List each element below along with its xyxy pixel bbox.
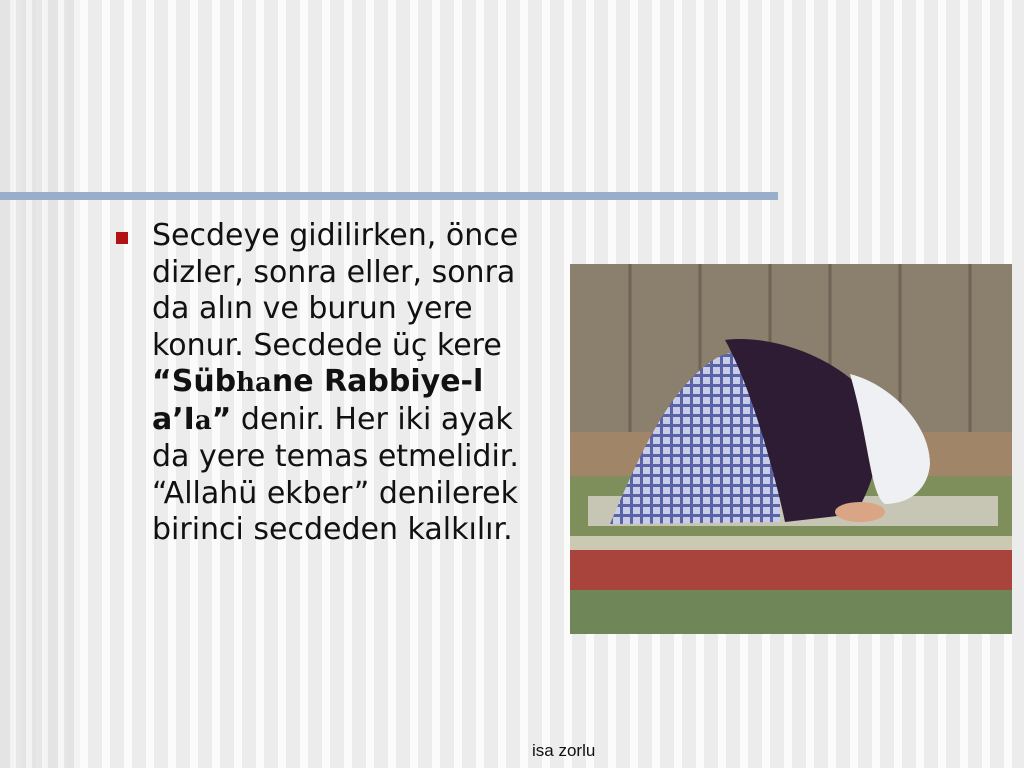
bold-phrase-serif-part: ha [236,368,272,398]
bold-phrase-part: ne Rabbiye-l a’I [152,364,484,437]
title-divider [0,192,778,200]
bold-phrase-serif-part: a [194,405,212,436]
bold-phrase-part: “Süb [152,364,237,399]
prostration-illustration [570,264,1012,634]
author-footer: isa zorlu [532,741,596,760]
bold-phrase-part: ” [211,401,232,437]
body-text-part: denir. Her iki ayak da yere temas etmelidir. “Allahü ekber” denilerek birinci secdeden kalkılır. [152,401,519,547]
background-stripe [0,0,80,768]
body-text-part: Secdeye gidilirken, önce dizler, sonra eller, sonra da alın ve burun yere konur. Secdede üç kere [152,218,519,363]
prostration-photo [570,264,1012,634]
bullet-square-icon [116,232,128,244]
slide-body-text [152,218,532,549]
